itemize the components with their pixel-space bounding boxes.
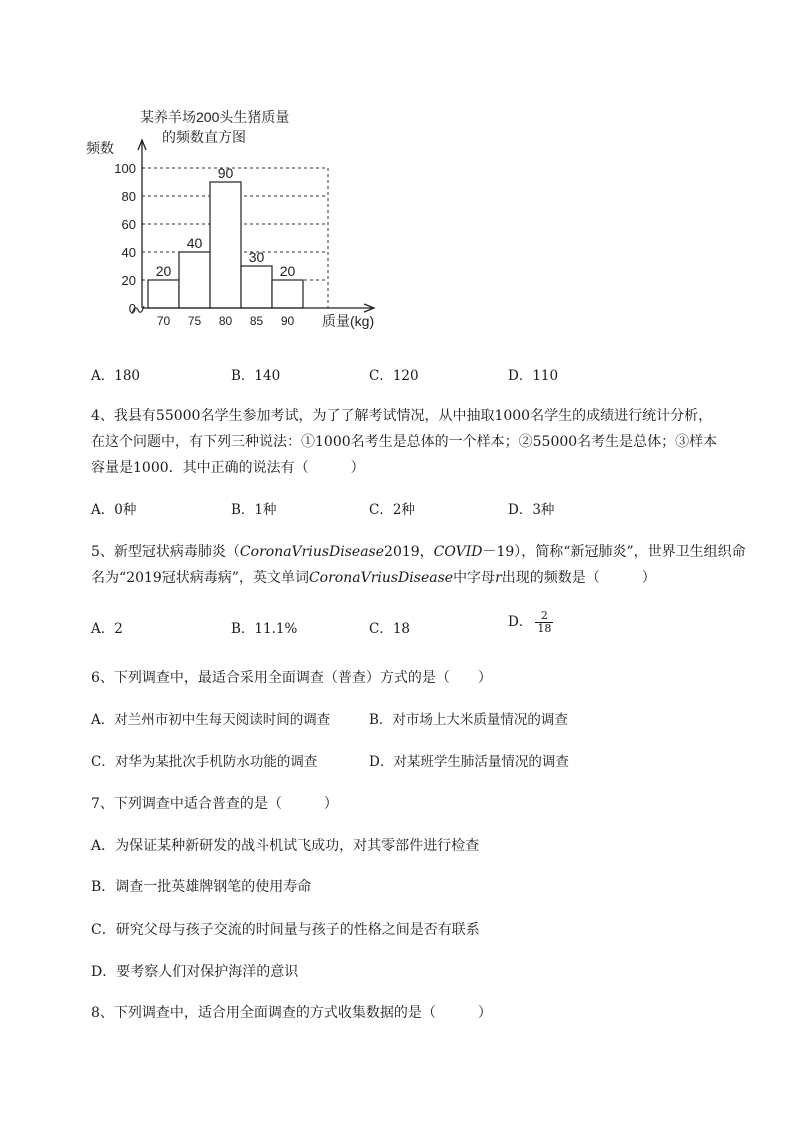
q5-option-c: C．18 — [369, 621, 411, 637]
chart-bars — [148, 182, 303, 308]
q5-l1-b: CoronaVriusDisease — [239, 544, 385, 560]
q5-option-d-fraction — [535, 610, 553, 635]
y-tick-label: 0 — [128, 301, 136, 316]
fraction-denominator: 18 — [537, 622, 552, 635]
y-axis-label: 频数 — [86, 140, 114, 156]
q7-option-c: C．研究父母与孩子交流的时间量与孩子的性格之间是否有联系 — [91, 922, 480, 938]
q8-stem: 8、下列调查中，适合用全面调查的方式收集数据的是（ ） — [91, 1005, 492, 1021]
q4-line-3: 容量是1000．其中正确的说法有（ ） — [91, 460, 365, 476]
q3-option-a: A．180 — [91, 368, 141, 384]
histogram-bar — [272, 280, 303, 308]
bar-value-label: 20 — [279, 263, 296, 279]
chart-title-line-2: 的频数直方图 — [162, 129, 246, 145]
q3-option-d: D．110 — [508, 368, 559, 384]
q5-l2-e: 出现的频数是（ ） — [501, 570, 656, 586]
q4-option-a: A．0种 — [91, 502, 137, 518]
q5-l2-a: 名为“2019冠状病毒病”，英文单词 — [91, 570, 309, 586]
q4-option-b: B．1种 — [231, 502, 277, 518]
q7-stem: 7、下列调查中适合普查的是（ ） — [91, 796, 338, 812]
y-tick-label: 100 — [114, 161, 136, 176]
q5-l2-b: CoronaVriusDisease — [308, 570, 454, 586]
y-tick-label: 80 — [121, 189, 136, 204]
y-tick-label: 60 — [121, 217, 136, 232]
histogram-bar — [148, 280, 179, 308]
histogram-bar — [179, 252, 210, 308]
bar-value-label: 30 — [248, 249, 265, 265]
bar-value-label: 40 — [186, 235, 203, 251]
q6-option-b: B．对市场上大米质量情况的调查 — [369, 712, 568, 728]
bar-value-label: 20 — [155, 263, 172, 279]
q3-option-c: C．120 — [369, 368, 419, 384]
q4-line-1: 4、我县有55000名学生参加考试，为了了解考试情况，从中抽取1000名学生的成绩进行统计分析， — [91, 408, 713, 424]
q5-option-d-prefix: D． — [508, 614, 533, 630]
q5-l2-d: r — [495, 570, 502, 586]
q6-option-d: D．对某班学生肺活量情况的调查 — [369, 754, 569, 770]
x-tick-label: 90 — [280, 314, 295, 328]
q6-option-c: C．对华为某批次手机防水功能的调查 — [91, 754, 318, 770]
q5-l1-a: 5、新型冠状病毒肺炎（ — [91, 544, 240, 560]
q7-option-b: B．调查一批英雄牌钢笔的使用寿命 — [91, 879, 312, 895]
x-tick-label: 80 — [218, 314, 233, 328]
x-tick-label: 75 — [187, 314, 202, 328]
q5-line-1 — [91, 542, 746, 562]
y-tick-label: 20 — [121, 273, 136, 288]
q5-option-d — [508, 610, 553, 635]
y-tick-label: 40 — [121, 245, 136, 260]
q7-option-a: A．为保证某种新研发的战斗机试飞成功，对其零部件进行检查 — [91, 838, 480, 854]
q4-option-c: C．2种 — [369, 502, 415, 518]
fraction-numerator: 2 — [535, 610, 553, 623]
x-tick-label: 70 — [156, 314, 171, 328]
q3-option-b: B．140 — [231, 368, 281, 384]
q7-option-d: D．要考察人们对保护海洋的意识 — [91, 964, 299, 980]
histogram-bar — [210, 182, 241, 308]
histogram-bar — [241, 266, 272, 308]
q5-option-a: A．2 — [91, 621, 123, 637]
bar-value-label: 90 — [217, 165, 234, 181]
x-tick-label: 85 — [249, 314, 264, 328]
q5-option-b: B．11.1% — [231, 621, 298, 637]
q5-l1-d: COVID — [433, 544, 483, 560]
q4-line-2: 在这个问题中，有下列三种说法：①1000名考生是总体的一个样本；②55000名考生是总体；③样本 — [91, 434, 718, 450]
x-axis-label: 质量(kg) — [322, 313, 375, 329]
q4-option-d: D．3种 — [508, 502, 555, 518]
chart-title-line-1: 某养羊场200头生猪质量 — [140, 109, 290, 125]
q5-l2-c: 中字母 — [453, 570, 496, 586]
q6-stem: 6、下列调查中，最适合采用全面调查（普查）方式的是（ ） — [91, 670, 492, 686]
histogram-chart — [80, 100, 400, 335]
q6-option-a: A．对兰州市初中生每天阅读时间的调查 — [91, 712, 331, 728]
q5-l1-e: －19），简称“新冠肺炎”，世界卫生组织命 — [482, 544, 746, 560]
q5-l1-c: 2019， — [384, 544, 434, 560]
q5-line-2 — [91, 568, 656, 588]
